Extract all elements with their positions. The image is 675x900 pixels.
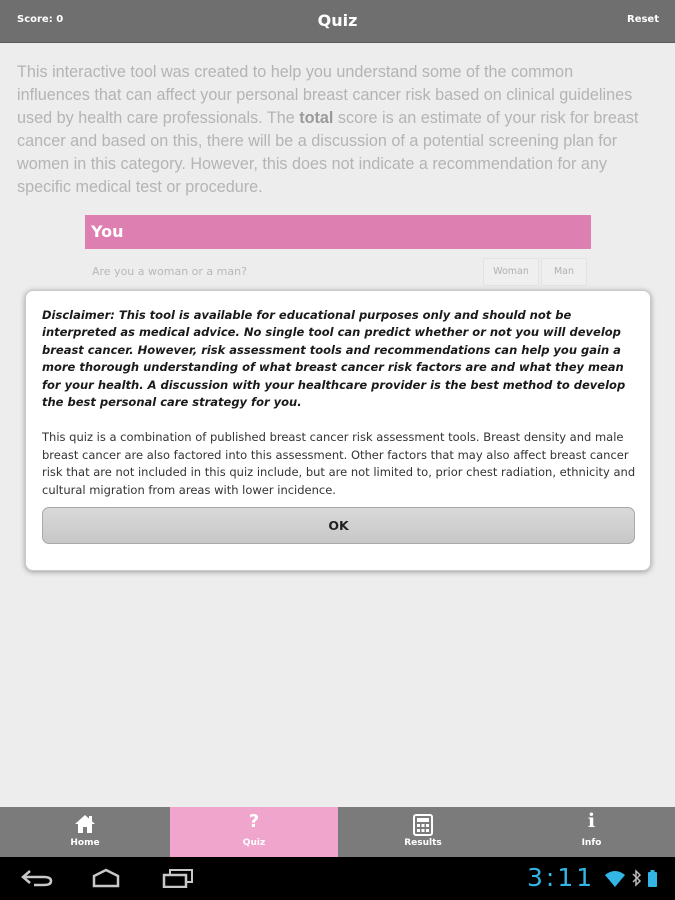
info-icon: i bbox=[587, 810, 596, 832]
main-content bbox=[0, 43, 675, 807]
system-nav-bar bbox=[0, 857, 675, 900]
section-header-you bbox=[85, 215, 591, 249]
intro-text bbox=[17, 61, 647, 199]
back-icon[interactable] bbox=[20, 868, 54, 888]
dialog-body-text: This quiz is a combination of published breast cancer risk assessment tools. Breast density and male breast cancer are also factored into this assessment. Other factors that may also affect breast cancer risk that are not included in this quiz include, but are not limited to, prior chest radiation, ethnicity and cultural migration from areas with lower incidence. bbox=[42, 430, 636, 497]
home-nav-icon[interactable] bbox=[88, 868, 124, 888]
reset-button[interactable]: Reset bbox=[627, 14, 659, 25]
tab-quiz[interactable] bbox=[170, 807, 338, 857]
bluetooth-icon bbox=[633, 871, 640, 885]
tab-info-label: Info bbox=[581, 838, 602, 848]
tab-quiz-label: Quiz bbox=[242, 838, 266, 848]
woman-option-button[interactable]: Woman bbox=[483, 258, 539, 286]
disclaimer-dialog bbox=[25, 290, 651, 571]
intro-part2: score is an estimate of your risk for breast cancer and based on this, there will be a discussion of a potential screening plan for women in this category. However, this does not indicate a recommendation for any specific medical test or procedure. bbox=[17, 109, 639, 196]
recent-apps-icon[interactable] bbox=[161, 868, 195, 888]
disclaimer-text: Disclaimer: This tool is available for educational purposes only and should not be interpreted as medical advice. No single tool can predict whether or not you will develop breast cancer. However, risk assessment tools and recommendations can help you gain a more thorough understanding of what breast cancer risk factors are and what they mean for your health. A discussion with your healthcare provider is the best method to develop the best personal care strategy for you. bbox=[42, 308, 626, 410]
clock: 3:11 bbox=[527, 863, 596, 892]
status-icons bbox=[604, 869, 664, 889]
wifi-icon bbox=[605, 871, 625, 887]
battery-icon bbox=[648, 872, 657, 887]
tab-home-label: Home bbox=[70, 838, 100, 848]
tab-home[interactable] bbox=[0, 807, 170, 857]
section-title: You bbox=[91, 222, 124, 241]
score-label: Score: 0 bbox=[17, 14, 64, 25]
question-row bbox=[85, 257, 591, 287]
tab-info[interactable] bbox=[508, 807, 675, 857]
question-icon: ? bbox=[248, 811, 260, 832]
calculator-icon bbox=[413, 814, 433, 836]
home-icon bbox=[74, 814, 96, 834]
question-text: Are you a woman or a man? bbox=[92, 265, 247, 278]
man-option-button[interactable]: Man bbox=[541, 258, 587, 286]
bottom-tab-bar bbox=[0, 807, 675, 857]
page-title: Quiz bbox=[317, 11, 358, 30]
tab-results-label: Results bbox=[404, 838, 442, 848]
app-header bbox=[0, 0, 675, 43]
tab-results[interactable] bbox=[338, 807, 508, 857]
intro-bold-word: total bbox=[299, 109, 334, 127]
ok-button[interactable]: OK bbox=[42, 507, 635, 544]
intro-part1: This interactive tool was created to help you understand some of the common influences that can affect your personal breast cancer risk based on clinical guidelines used by health care professionals. The bbox=[17, 63, 633, 127]
